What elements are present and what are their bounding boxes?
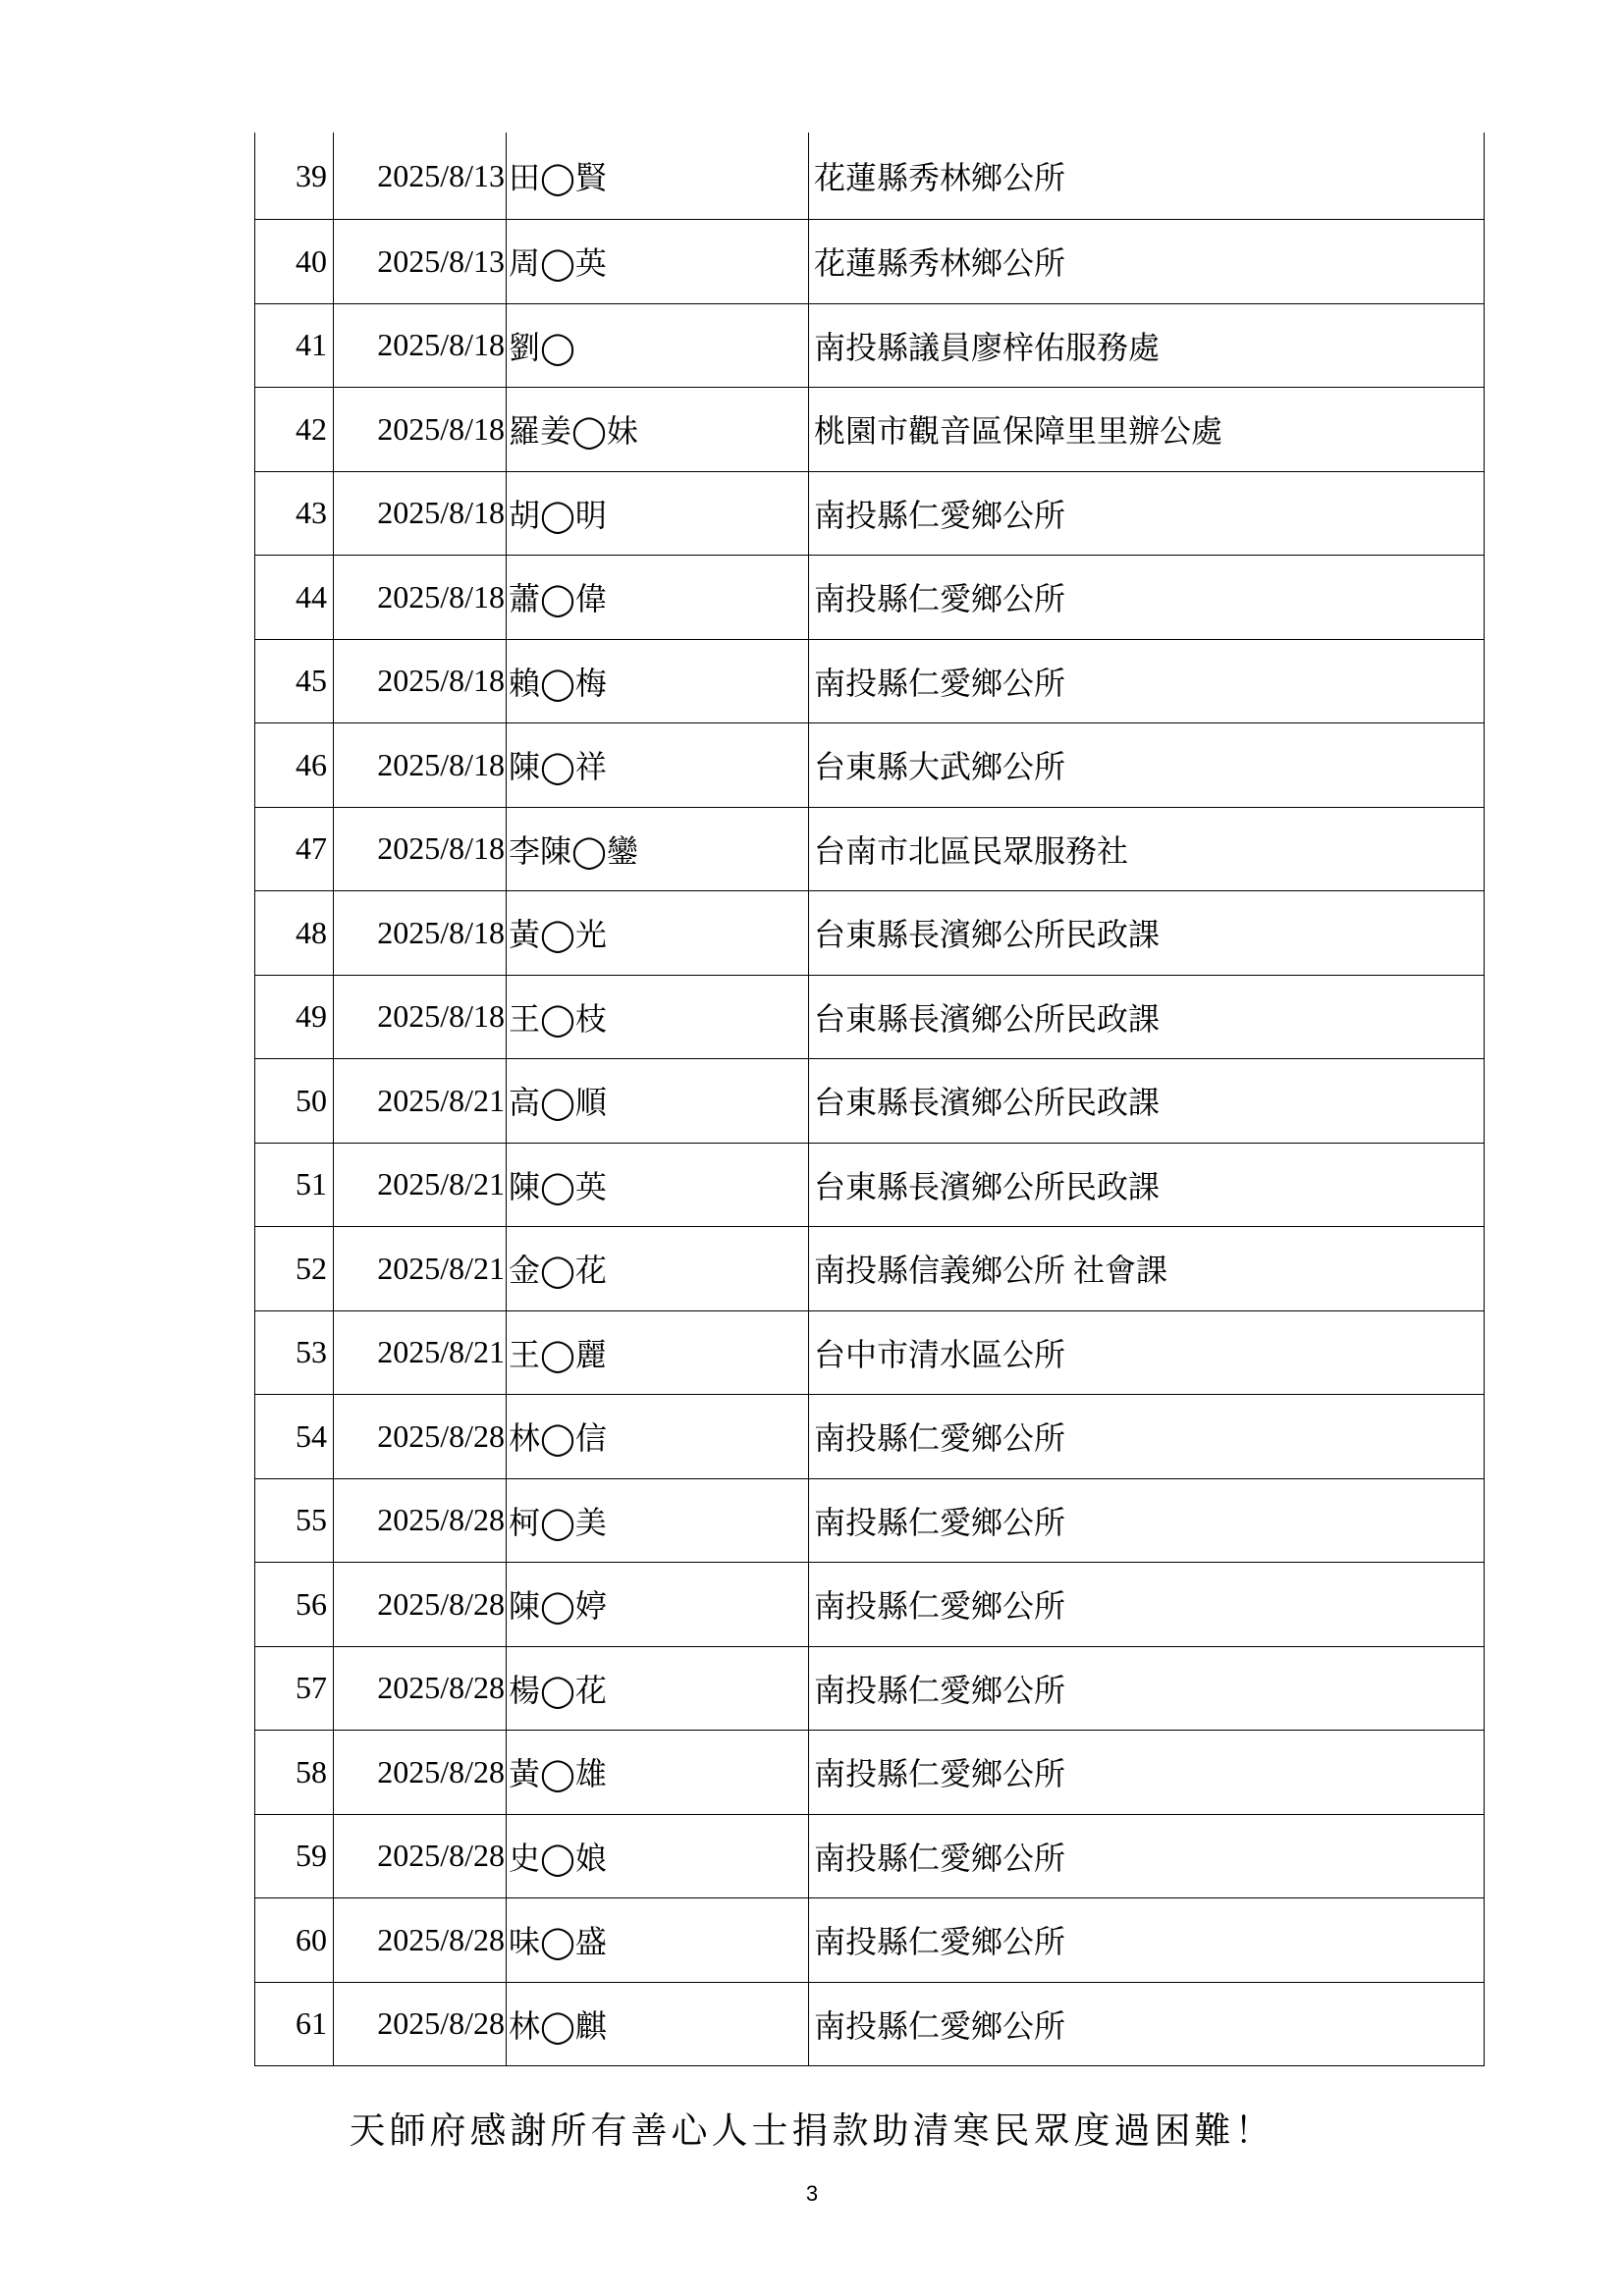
row-number-cell: 61 [255,1982,334,2066]
table-row [255,1646,1485,1731]
date-cell: 2025/8/28 [334,1731,507,1815]
donation-table [254,133,1485,2066]
date-cell: 2025/8/28 [334,1898,507,1983]
row-number-cell: 51 [255,1143,334,1227]
row-number-cell: 56 [255,1563,334,1647]
donor-name-cell: 田◯賢 [507,133,809,220]
organization-cell: 南投縣仁愛鄉公所 [809,1898,1485,1983]
date-cell: 2025/8/28 [334,1814,507,1898]
donor-name-cell: 陳◯婷 [507,1563,809,1647]
date-cell: 2025/8/18 [334,388,507,472]
organization-cell: 南投縣議員廖梓佑服務處 [809,303,1485,388]
row-number-cell: 46 [255,723,334,808]
organization-cell: 台東縣長濱鄉公所民政課 [809,891,1485,976]
organization-cell: 台南市北區民眾服務社 [809,807,1485,891]
organization-cell: 南投縣仁愛鄉公所 [809,1814,1485,1898]
table-row [255,556,1485,640]
row-number-cell: 49 [255,975,334,1059]
organization-cell: 桃園市觀音區保障里里辦公處 [809,388,1485,472]
date-cell: 2025/8/18 [334,723,507,808]
table-row [255,1059,1485,1144]
table-row [255,1395,1485,1479]
table-row [255,471,1485,556]
table-row [255,1227,1485,1311]
donor-name-cell: 柯◯美 [507,1478,809,1563]
donor-name-cell: 金◯花 [507,1227,809,1311]
date-cell: 2025/8/28 [334,1478,507,1563]
date-cell: 2025/8/18 [334,975,507,1059]
table-row [255,807,1485,891]
row-number-cell: 48 [255,891,334,976]
row-number-cell: 41 [255,303,334,388]
table-row [255,303,1485,388]
donor-name-cell: 味◯盛 [507,1898,809,1983]
organization-cell: 台東縣大武鄉公所 [809,723,1485,808]
organization-cell: 南投縣仁愛鄉公所 [809,639,1485,723]
donation-table-body [255,133,1485,2066]
donor-name-cell: 陳◯英 [507,1143,809,1227]
row-number-cell: 54 [255,1395,334,1479]
date-cell: 2025/8/28 [334,1395,507,1479]
date-cell: 2025/8/21 [334,1059,507,1144]
organization-cell: 花蓮縣秀林鄉公所 [809,220,1485,304]
row-number-cell: 42 [255,388,334,472]
table-row [255,639,1485,723]
donor-name-cell: 胡◯明 [507,471,809,556]
donor-name-cell: 林◯信 [507,1395,809,1479]
donor-name-cell: 黃◯雄 [507,1731,809,1815]
table-row [255,975,1485,1059]
date-cell: 2025/8/28 [334,1563,507,1647]
organization-cell: 台中市清水區公所 [809,1310,1485,1395]
organization-cell: 南投縣仁愛鄉公所 [809,1478,1485,1563]
table-row [255,1310,1485,1395]
donor-name-cell: 李陳◯鑾 [507,807,809,891]
donor-name-cell: 楊◯花 [507,1646,809,1731]
date-cell: 2025/8/21 [334,1227,507,1311]
row-number-cell: 58 [255,1731,334,1815]
table-row [255,891,1485,976]
date-cell: 2025/8/21 [334,1143,507,1227]
date-cell: 2025/8/18 [334,807,507,891]
table-row [255,1898,1485,1983]
row-number-cell: 40 [255,220,334,304]
table-row [255,723,1485,808]
table-row [255,1982,1485,2066]
organization-cell: 南投縣仁愛鄉公所 [809,556,1485,640]
table-row [255,1814,1485,1898]
donor-name-cell: 劉◯ [507,303,809,388]
row-number-cell: 59 [255,1814,334,1898]
row-number-cell: 60 [255,1898,334,1983]
donor-name-cell: 羅姜◯妹 [507,388,809,472]
table-row [255,133,1485,220]
organization-cell: 南投縣信義鄉公所 社會課 [809,1227,1485,1311]
donor-name-cell: 黃◯光 [507,891,809,976]
organization-cell: 台東縣長濱鄉公所民政課 [809,1059,1485,1144]
donor-name-cell: 王◯麗 [507,1310,809,1395]
donor-name-cell: 賴◯梅 [507,639,809,723]
date-cell: 2025/8/18 [334,556,507,640]
donor-name-cell: 高◯順 [507,1059,809,1144]
row-number-cell: 44 [255,556,334,640]
row-number-cell: 57 [255,1646,334,1731]
donor-name-cell: 周◯英 [507,220,809,304]
date-cell: 2025/8/28 [334,1646,507,1731]
organization-cell: 台東縣長濱鄉公所民政課 [809,975,1485,1059]
thanks-message: 天師府感謝所有善心人士捐款助清寒民眾度過困難！ [349,2109,1275,2152]
organization-cell: 花蓮縣秀林鄉公所 [809,133,1485,220]
date-cell: 2025/8/18 [334,891,507,976]
row-number-cell: 53 [255,1310,334,1395]
organization-cell: 台東縣長濱鄉公所民政課 [809,1143,1485,1227]
row-number-cell: 47 [255,807,334,891]
donor-name-cell: 史◯娘 [507,1814,809,1898]
organization-cell: 南投縣仁愛鄉公所 [809,1731,1485,1815]
row-number-cell: 39 [255,133,334,220]
row-number-cell: 50 [255,1059,334,1144]
table-row [255,220,1485,304]
date-cell: 2025/8/21 [334,1310,507,1395]
table-row [255,1478,1485,1563]
date-cell: 2025/8/28 [334,1982,507,2066]
table-row [255,1731,1485,1815]
row-number-cell: 55 [255,1478,334,1563]
donor-name-cell: 陳◯祥 [507,723,809,808]
organization-cell: 南投縣仁愛鄉公所 [809,1646,1485,1731]
organization-cell: 南投縣仁愛鄉公所 [809,471,1485,556]
table-row [255,1143,1485,1227]
date-cell: 2025/8/13 [334,133,507,220]
organization-cell: 南投縣仁愛鄉公所 [809,1982,1485,2066]
date-cell: 2025/8/18 [334,639,507,723]
date-cell: 2025/8/18 [334,471,507,556]
date-cell: 2025/8/18 [334,303,507,388]
table-row [255,1563,1485,1647]
donor-name-cell: 林◯麒 [507,1982,809,2066]
date-cell: 2025/8/13 [334,220,507,304]
organization-cell: 南投縣仁愛鄉公所 [809,1563,1485,1647]
row-number-cell: 52 [255,1227,334,1311]
table-row [255,388,1485,472]
organization-cell: 南投縣仁愛鄉公所 [809,1395,1485,1479]
row-number-cell: 43 [255,471,334,556]
row-number-cell: 45 [255,639,334,723]
donor-name-cell: 蕭◯偉 [507,556,809,640]
page-number: 3 [805,2181,819,2206]
donor-name-cell: 王◯枝 [507,975,809,1059]
